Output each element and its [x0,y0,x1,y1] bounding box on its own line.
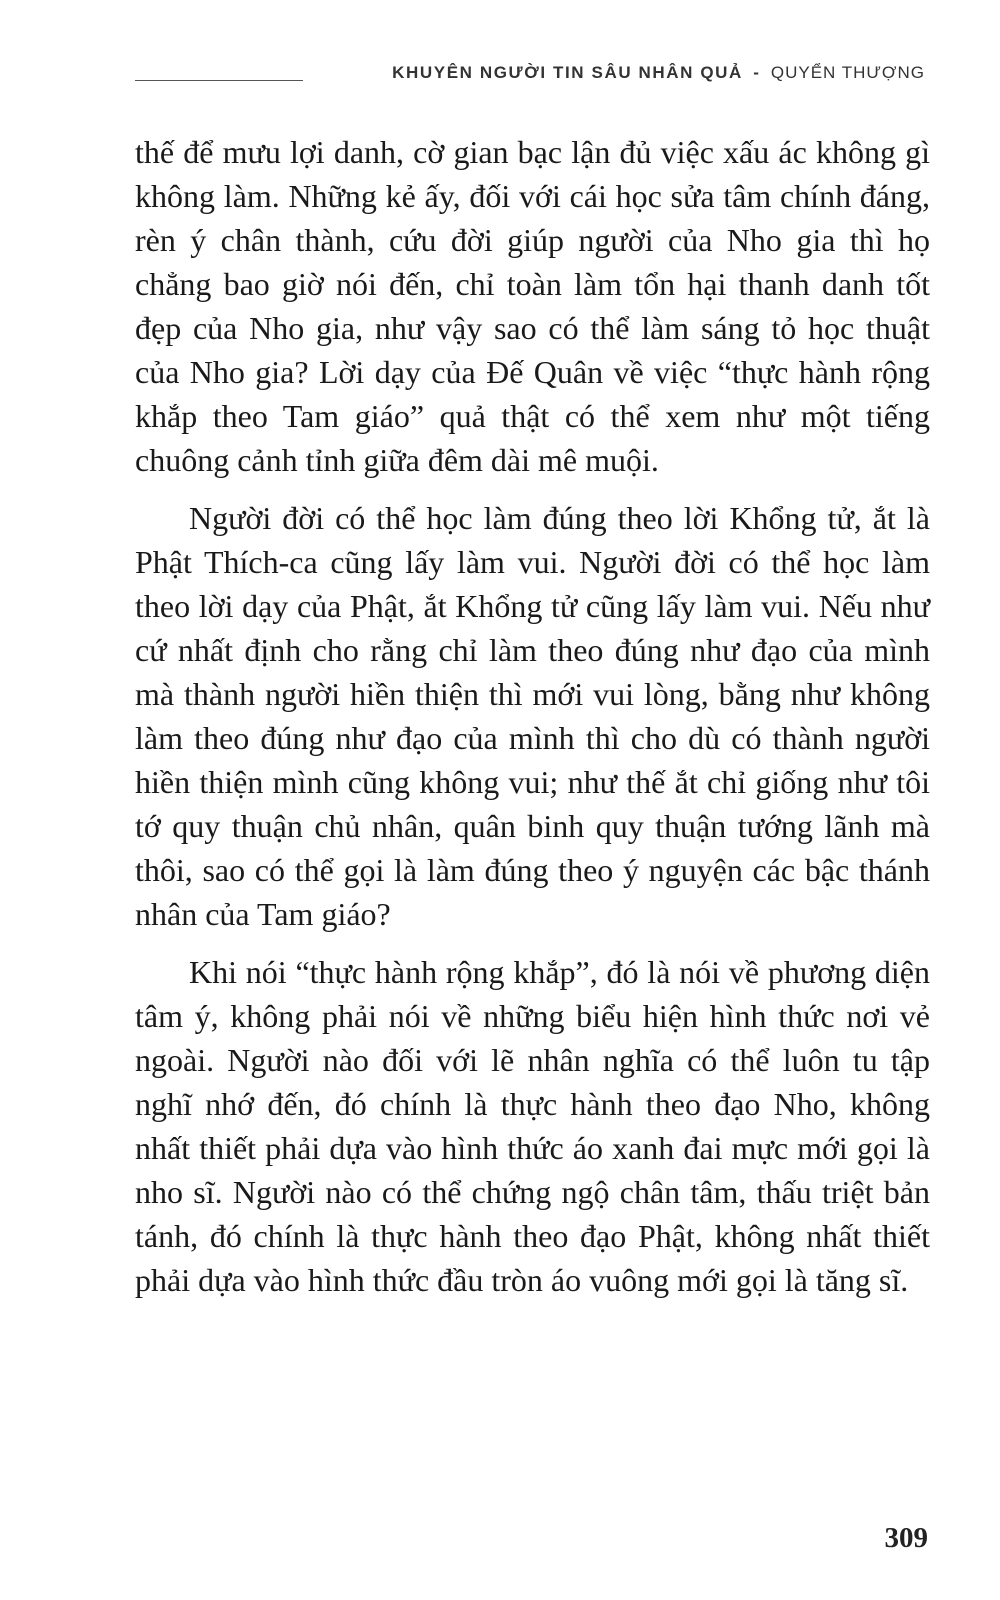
header-rule [135,80,303,81]
header-book-title: KHUYÊN NGƯỜI TIN SÂU NHÂN QUẢ [392,63,743,82]
page-number: 309 [884,1522,928,1554]
paragraph: Khi nói “thực hành rộng khắp”, đó là nói về phương diện tâm ý, không phải nói về những biểu hiện hình thức nơi vẻ ngoài. Người nào đối với lẽ nhân nghĩa có thể luôn tu tập nghĩ nhớ đến, đó chính là thực hành theo đạo Nho, không nhất thiết phải dựa vào hình thức áo xanh đai mực mới gọi là nho sĩ. Người nào có thể chứng ngộ chân tâm, thấu triệt bản tánh, đó chính là thực hành theo đạo Phật, không nhất thiết phải dựa vào hình thức đầu tròn áo vuông mới gọi là tăng sĩ. [135,954,930,1298]
page-body [135,130,930,1316]
header-separator: - [753,63,761,82]
header-title [392,63,925,83]
running-header [135,58,925,88]
header-volume: QUYỂN THƯỢNG [770,63,925,82]
paragraph: Người đời có thể học làm đúng theo lời Khổng tử, ắt là Phật Thích-ca cũng lấy làm vui. Người đời có thể học làm theo lời dạy của Phật, ắt Khổng tử cũng lấy làm vui. Nếu như cứ nhất định cho rằng chỉ làm theo đúng như đạo của mình mà thành người hiền thiện thì mới vui lòng, bằng như không làm theo đúng như đạo của mình thì cho dù có thành người hiền thiện mình cũng không vui; như thế ắt chỉ giống như tôi tớ quy thuận chủ nhân, quân binh quy thuận tướng lãnh mà thôi, sao có thể gọi là làm đúng theo ý nguyện các bậc thánh nhân của Tam giáo? [135,500,930,932]
paragraph-continued: thế để mưu lợi danh, cờ gian bạc lận đủ việc xấu ác không gì không làm. Những kẻ ấy, đối với cái học sửa tâm chính đáng, rèn ý chân thành, cứu đời giúp người của Nho gia thì họ chẳng bao giờ nói đến, chỉ toàn làm tổn hại thanh danh tốt đẹp của Nho gia, như vậy sao có thể làm sáng tỏ học thuật của Nho gia? Lời dạy của Đế Quân về việc “thực hành rộng khắp theo Tam giáo” quả thật có thể xem như một tiếng chuông cảnh tỉnh giữa đêm dài mê muội. [135,134,930,478]
